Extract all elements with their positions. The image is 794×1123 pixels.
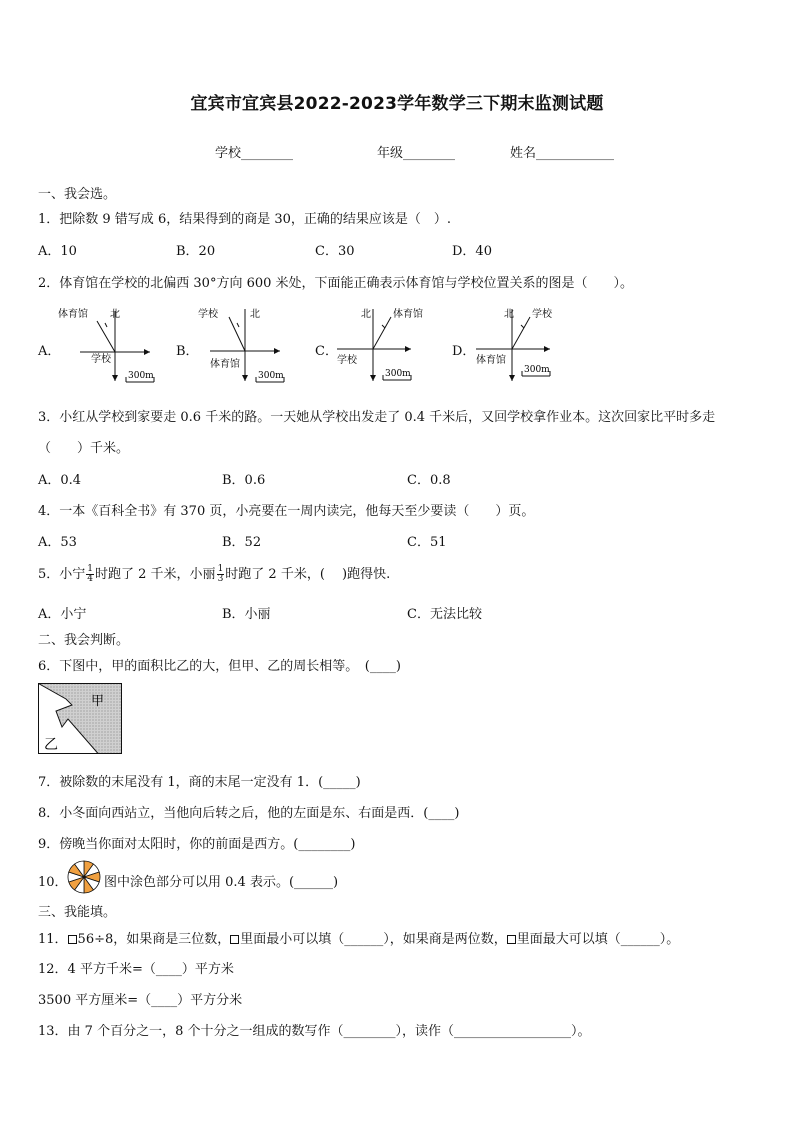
question-8: 8．小冬面向西站立，当他向后转之后，他的左面是东、右面是西．(____) xyxy=(38,806,460,821)
name-field[interactable]: 姓名____________ xyxy=(510,146,615,161)
question-12-line-2: 3500 平方厘米=（____）平方分米 xyxy=(38,993,243,1008)
north-label: 北 xyxy=(504,309,514,320)
q5-option-c[interactable]: C．无法比较 xyxy=(407,607,482,622)
blank-box-icon xyxy=(230,935,239,944)
school-field[interactable]: 学校________ xyxy=(215,146,294,161)
gym-label: 体育馆 xyxy=(210,359,240,370)
q2-diagram-c xyxy=(333,303,438,389)
q4-option-c[interactable]: C．51 xyxy=(407,535,447,550)
school-label: 学校 xyxy=(91,354,111,365)
north-label: 北 xyxy=(361,309,371,320)
q4-option-a[interactable]: A．53 xyxy=(38,535,77,550)
q3-option-c[interactable]: C．0.8 xyxy=(407,473,451,488)
blank-box-icon xyxy=(507,935,516,944)
section-heading-2: 二、我会判断。 xyxy=(38,633,130,648)
grade-field[interactable]: 年级________ xyxy=(377,146,456,161)
q1-option-c[interactable]: C．30 xyxy=(315,244,355,259)
q3-option-a[interactable]: A．0.4 xyxy=(38,473,82,488)
section-heading-1: 一、我会选。 xyxy=(38,187,117,202)
school-label: 学校 xyxy=(198,309,218,320)
section-heading-3: 三、我能填。 xyxy=(38,905,117,920)
q2-diagram-a xyxy=(58,303,158,389)
gym-label: 体育馆 xyxy=(393,309,423,320)
question-10: 图中涂色部分可以用 0.4 表示。(______) xyxy=(104,875,339,890)
scale-label: 300m xyxy=(128,371,154,381)
question-12-line-1: 12．4 平方千米=（____）平方米 xyxy=(38,962,234,977)
question-5: 5．小宁 $\frac{1}{4}$ 时跑了 2 千米，小丽 $\frac{1}{3}$ 时跑了 2 千米，( )跑得快. xyxy=(38,564,391,584)
fraction-one-third: $\frac{1}{3}$ xyxy=(217,564,224,584)
school-label: 学校 xyxy=(532,309,552,320)
q1-option-d[interactable]: D．40 xyxy=(452,244,492,259)
q2-diagram-d xyxy=(472,303,577,389)
question-4: 4．一本《百科全书》有 370 页，小亮要在一周内读完，他每天至少要读（ ）页。 xyxy=(38,504,535,519)
scale-label: 300m xyxy=(524,365,550,375)
question-2: 2．体育馆在学校的北偏西 30°方向 600 米处，下面能正确表示体育馆与学校位置关系的图是（ ）。 xyxy=(38,276,634,291)
question-13: 13．由 7 个百分之一，8 个十分之一组成的数写作（________），读作（__________________）。 xyxy=(38,1024,591,1039)
q5-option-a[interactable]: A．小宁 xyxy=(38,607,87,622)
q2-option-d[interactable]: D． xyxy=(452,344,476,359)
q10-circle-figure xyxy=(66,859,102,895)
q1-option-b[interactable]: B．20 xyxy=(176,244,216,259)
jia-label: 甲 xyxy=(91,694,105,709)
school-label: 学校 xyxy=(337,355,357,366)
q2-option-b[interactable]: B． xyxy=(176,344,199,359)
blank-box-icon xyxy=(68,935,77,944)
yi-label: 乙 xyxy=(44,737,58,753)
page-title: 宜宾市宜宾县2022-2023学年数学三下期末监测试题 xyxy=(190,94,604,114)
question-9: 9．傍晚当你面对太阳时，你的前面是西方。(________) xyxy=(38,837,356,852)
gym-label: 体育馆 xyxy=(476,355,506,366)
q4-option-b[interactable]: B．52 xyxy=(222,535,262,550)
fraction-one-quarter: $\frac{1}{4}$ xyxy=(87,564,94,584)
question-1: 1．把除数 9 错写成 6，结果得到的商是 30，正确的结果应该是（ ）. xyxy=(38,212,452,227)
north-label: 北 xyxy=(250,309,260,320)
question-3-line-2: （ ）千米。 xyxy=(38,441,130,456)
q2-option-c[interactable]: C． xyxy=(315,344,338,359)
scale-label: 300m xyxy=(385,369,411,379)
question-11: 11． 56÷8，如果商是三位数， 里面最小可以填（______），如果商是两位数， 里面最大可以填（______）。 xyxy=(38,932,680,947)
question-10-number: 10． xyxy=(38,875,68,890)
q6-figure xyxy=(38,683,123,755)
q3-option-b[interactable]: B．0.6 xyxy=(222,473,266,488)
north-label: 北 xyxy=(110,309,120,320)
q2-diagram-b xyxy=(198,303,298,389)
question-6: 6．下图中，甲的面积比乙的大，但甲、乙的周长相等。 (____) xyxy=(38,659,401,674)
scale-label: 300m xyxy=(258,371,284,381)
q1-option-a[interactable]: A．10 xyxy=(38,244,77,259)
q2-option-a[interactable]: A． xyxy=(38,344,61,359)
gym-label: 体育馆 xyxy=(58,309,88,320)
question-3-line-1: 3．小红从学校到家要走 0.6 千米的路。一天她从学校出发走了 0.4 千米后，又回学校拿作业本。这次回家比平时多走 xyxy=(38,410,716,425)
q5-option-b[interactable]: B．小丽 xyxy=(222,607,271,622)
question-7: 7．被除数的末尾没有 1，商的末尾一定没有 1．(_____) xyxy=(38,775,361,790)
